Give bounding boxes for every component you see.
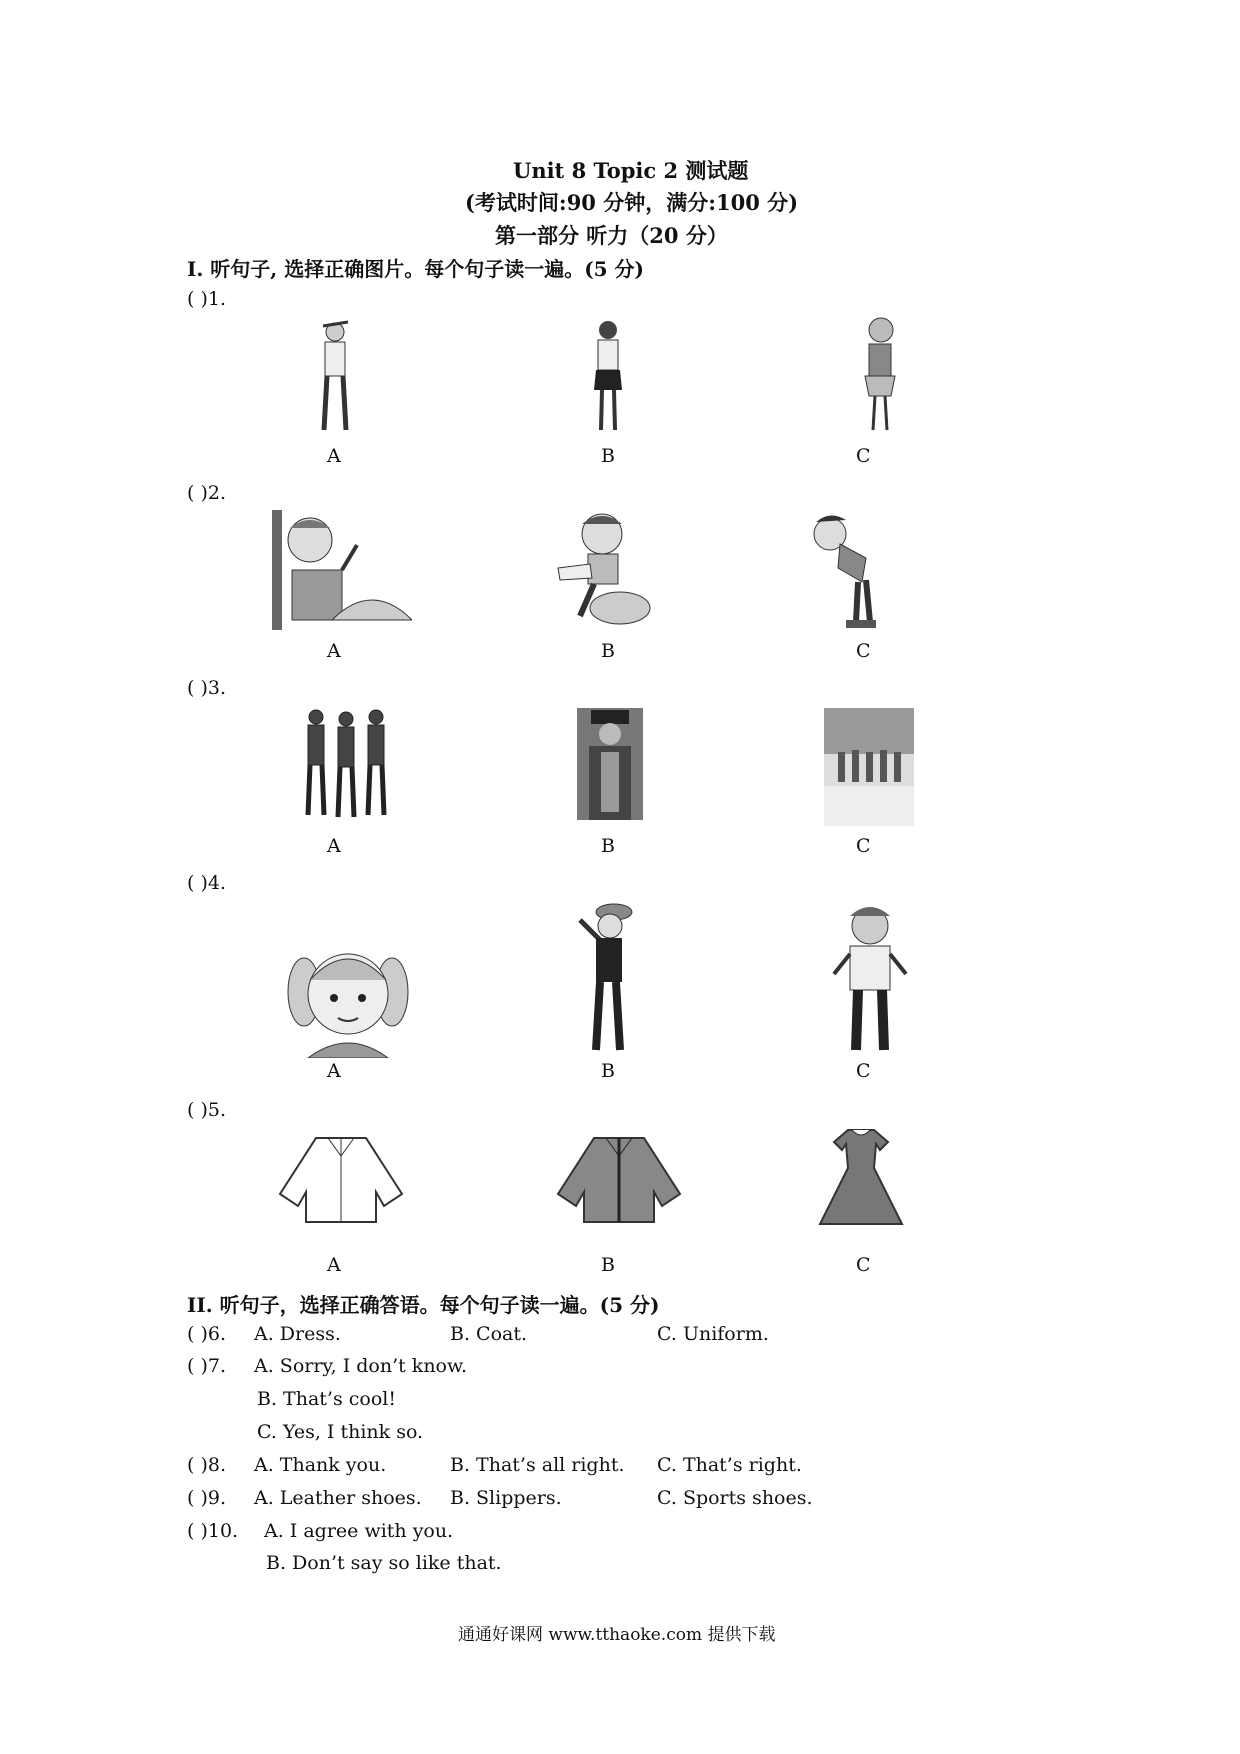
- section-2-heading: II. 听句子，选择正确答语。每个句子读一遍。(5 分): [187, 1293, 660, 1317]
- group-in-uniforms: [298, 705, 394, 821]
- person-with-cap: [566, 900, 650, 1058]
- answer-9b: B. Slippers.: [450, 1487, 562, 1509]
- question-3-number: ( )3.: [187, 677, 226, 699]
- answer-8a: A. Thank you.: [254, 1454, 387, 1476]
- option-3a: A: [327, 835, 341, 857]
- part-heading: 第一部分 听力（20 分）: [495, 223, 728, 248]
- question-2-number: ( )2.: [187, 482, 226, 504]
- question-9-number: ( )9.: [187, 1487, 226, 1509]
- answer-6b: B. Coat.: [450, 1323, 528, 1345]
- answer-9c: C. Sports shoes.: [657, 1487, 813, 1509]
- question-1-number: ( )1.: [187, 288, 226, 310]
- option-4a: A: [327, 1060, 341, 1082]
- question-10-number: ( )10.: [187, 1520, 239, 1542]
- answer-10b: B. Don’t say so like that.: [266, 1552, 502, 1574]
- question-5-number: ( )5.: [187, 1099, 226, 1121]
- boy-putting-on-shoes: [550, 512, 662, 630]
- answer-9a: A. Leather shoes.: [254, 1487, 422, 1509]
- option-5b: B: [601, 1254, 615, 1276]
- option-5a: A: [327, 1254, 341, 1276]
- question-8-number: ( )8.: [187, 1454, 226, 1476]
- option-3b: B: [601, 835, 615, 857]
- question-4-number: ( )4.: [187, 872, 226, 894]
- question-7-number: ( )7.: [187, 1355, 226, 1377]
- question-6-number: ( )6.: [187, 1323, 226, 1345]
- option-3c: C: [856, 835, 871, 857]
- option-1a: A: [327, 445, 341, 467]
- option-1b: B: [601, 445, 615, 467]
- option-1c: C: [856, 445, 871, 467]
- woman-with-glasses: [826, 904, 912, 1058]
- option-4b: B: [601, 1060, 615, 1082]
- answer-7a: A. Sorry, I don’t know.: [254, 1355, 468, 1377]
- answer-7b: B. That’s cool!: [257, 1388, 396, 1410]
- answer-7c: C. Yes, I think so.: [257, 1421, 424, 1443]
- answer-8c: C. That’s right.: [657, 1454, 802, 1476]
- answer-6a: A. Dress.: [254, 1323, 341, 1345]
- boy-in-bed: [272, 510, 412, 630]
- woman-traditional-costume: [577, 708, 643, 820]
- answer-6c: C. Uniform.: [657, 1323, 769, 1345]
- dress: [818, 1128, 904, 1228]
- answer-8b: B. That’s all right.: [450, 1454, 625, 1476]
- page-title: Unit 8 Topic 2 测试题: [513, 158, 749, 183]
- girl-in-skirt-figure: [586, 318, 630, 436]
- option-4c: C: [856, 1060, 871, 1082]
- dark-jacket: [550, 1134, 688, 1224]
- woman-with-hat-figure: [310, 318, 360, 436]
- boy-bowing: [806, 508, 892, 630]
- exam-info: (考试时间:90 分钟，满分:100 分): [465, 190, 799, 215]
- section-1-heading: I. 听句子, 选择正确图片。每个句子读一遍。(5 分): [187, 257, 645, 281]
- girl-pigtails-face: [286, 932, 410, 1058]
- students-walking-photo: [824, 708, 914, 826]
- option-2b: B: [601, 640, 615, 662]
- option-2a: A: [327, 640, 341, 662]
- light-jacket: [272, 1134, 410, 1224]
- answer-10a: A. I agree with you.: [264, 1520, 454, 1542]
- woman-curly-hair-figure: [851, 316, 909, 436]
- option-2c: C: [856, 640, 871, 662]
- footer-text: 通通好课网 www.tthaoke.com 提供下载: [458, 1625, 776, 1645]
- option-5c: C: [856, 1254, 871, 1276]
